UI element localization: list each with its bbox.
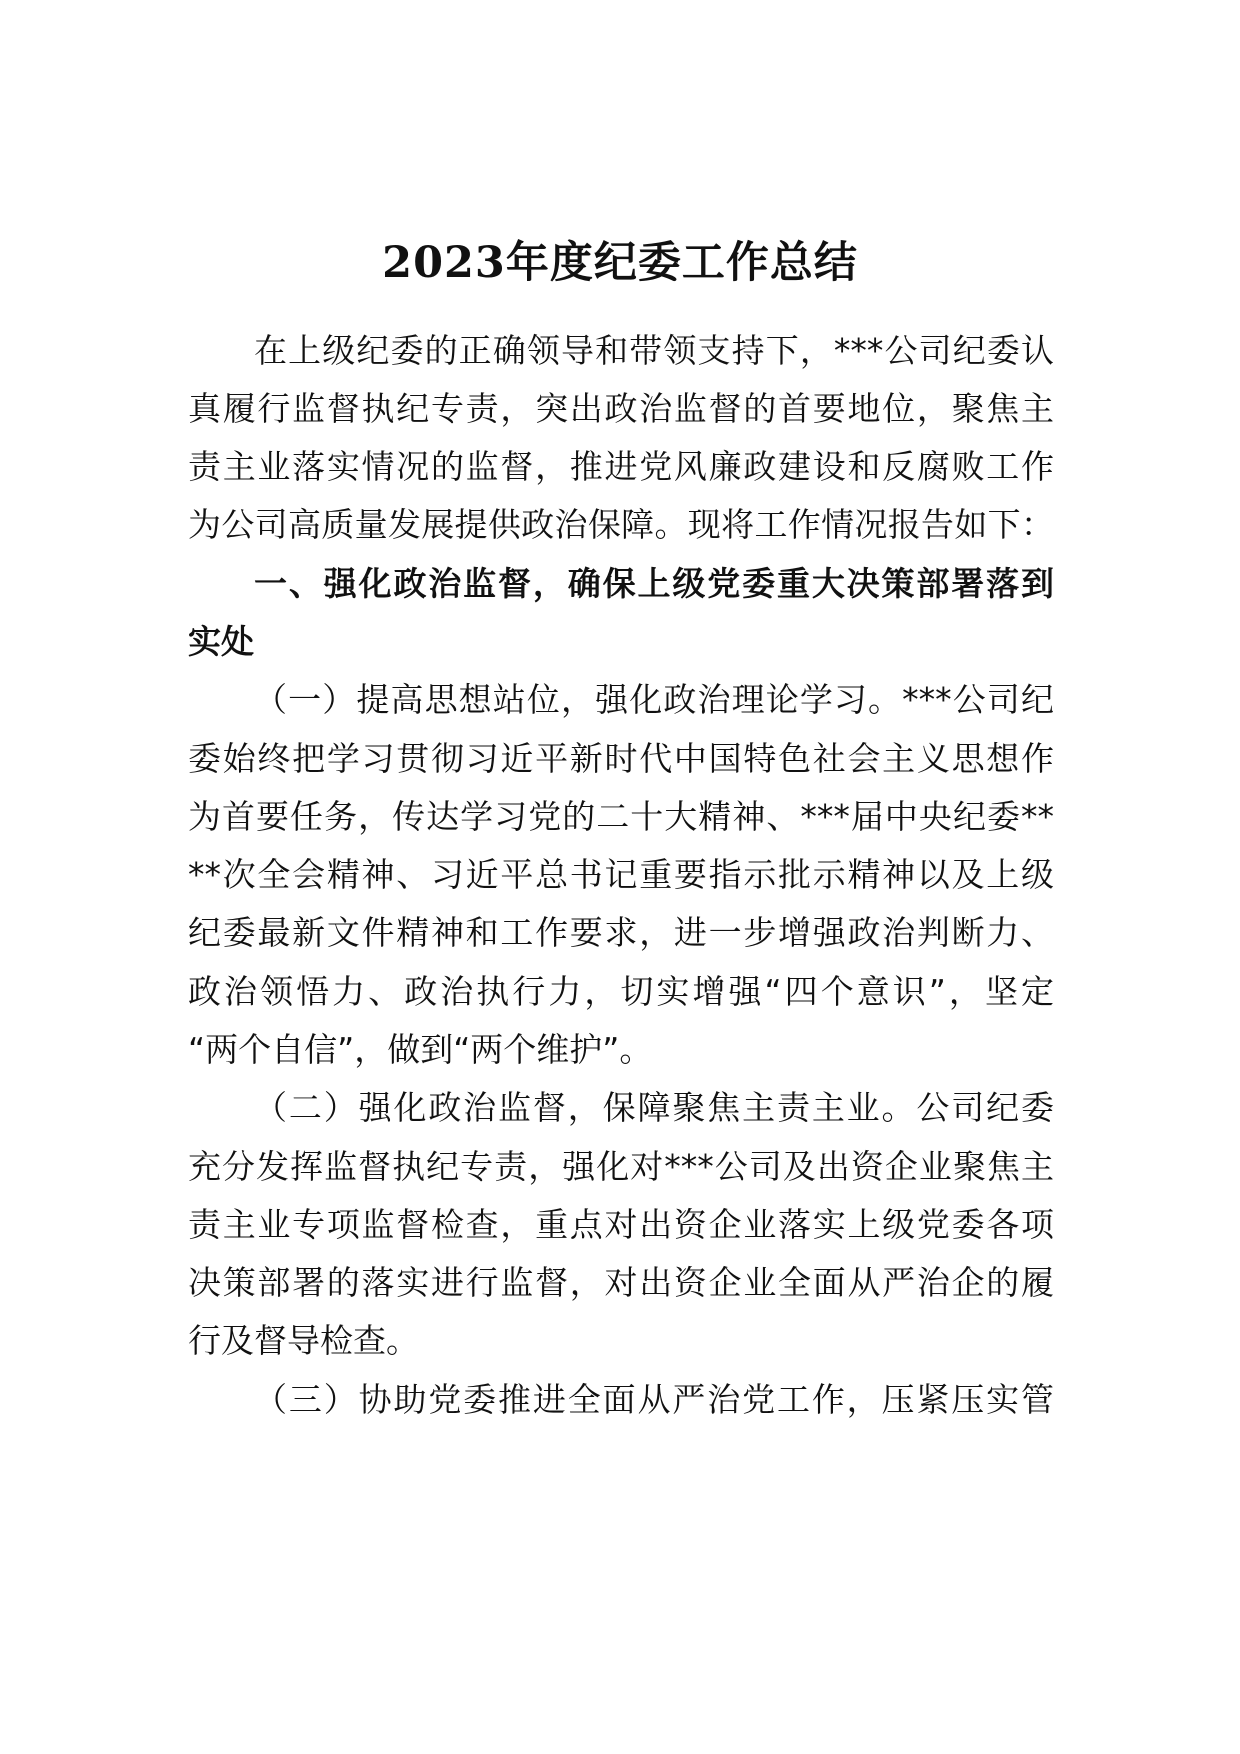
paragraph-1-line-5: 纪委最新文件精神和工作要求，进一步增强政治判断力、 xyxy=(188,913,1054,952)
paragraph-2-line-1: （二）强化政治监督，保障聚焦主责主业。公司纪委 xyxy=(254,1088,1054,1127)
paragraph-intro-line-1: 在上级纪委的正确领导和带领支持下，***公司纪委认 xyxy=(254,331,1054,370)
paragraph-2-line-3: 责主业专项监督检查，重点对出资企业落实上级党委各项 xyxy=(188,1205,1054,1244)
paragraph-intro-line-2: 真履行监督执纪专责，突出政治监督的首要地位，聚焦主 xyxy=(188,389,1054,428)
paragraph-1-line-2: 委始终把学习贯彻习近平新时代中国特色社会主义思想作 xyxy=(188,739,1054,778)
paragraph-1-line-7: “两个自信”，做到“两个维护”。 xyxy=(188,1030,653,1069)
section-heading-1-line-1: 一、强化政治监督，确保上级党委重大决策部署落到 xyxy=(254,564,1054,603)
paragraph-1-line-6: 政治领悟力、政治执行力，切实增强“四个意识”，坚定 xyxy=(188,972,1054,1011)
document-title: 2023年度纪委工作总结 xyxy=(382,238,858,288)
paragraph-2-line-5: 行及督导检查。 xyxy=(188,1321,419,1360)
paragraph-2-line-4: 决策部署的落实进行监督，对出资企业全面从严治企的履 xyxy=(188,1263,1054,1302)
paragraph-intro-line-3: 责主业落实情况的监督，推进党风廉政建设和反腐败工作 xyxy=(188,447,1054,486)
paragraph-2-line-2: 充分发挥监督执纪专责，强化对***公司及出资企业聚焦主 xyxy=(188,1147,1054,1186)
paragraph-1-line-3: 为首要任务，传达学习党的二十大精神、***届中央纪委** xyxy=(188,797,1054,836)
paragraph-1-line-4: **次全会精神、习近平总书记重要指示批示精神以及上级 xyxy=(188,855,1054,894)
paragraph-intro-line-4: 为公司高质量发展提供政治保障。现将工作情况报告如下： xyxy=(188,505,1054,544)
section-heading-1-line-2: 实处 xyxy=(188,622,254,661)
paragraph-3-line-1: （三）协助党委推进全面从严治党工作，压紧压实管 xyxy=(254,1380,1054,1419)
paragraph-1-line-1: （一）提高思想站位，强化政治理论学习。***公司纪 xyxy=(254,680,1054,719)
